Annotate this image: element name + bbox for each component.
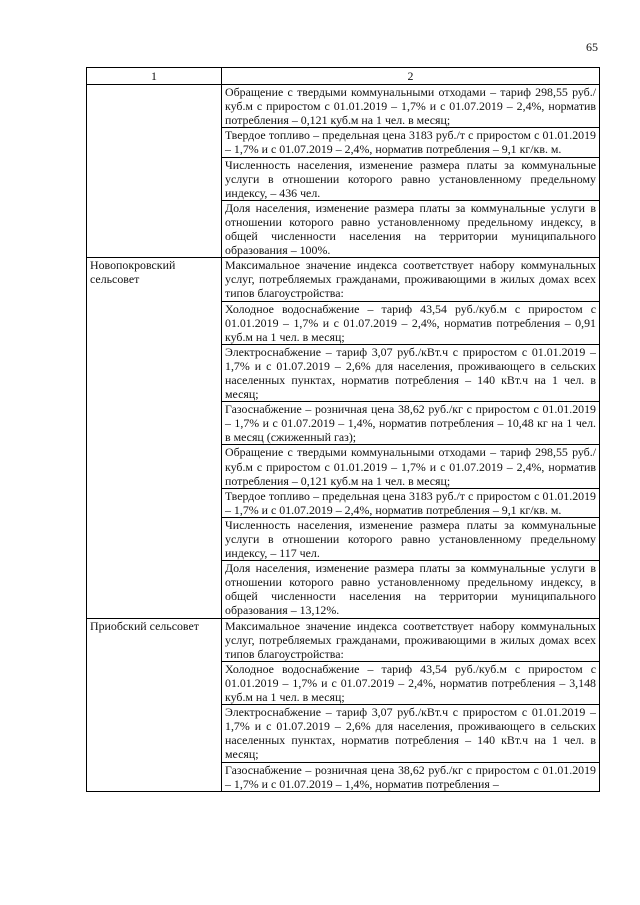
entry-cold-water: Холодное водоснабжение – тариф 43,54 руб./куб.м с приростом с 01.01.2019 – 1,7% и с 01.07.2019 – 2,4%, норматив потребления – 3,148 куб.м на 1 чел. в месяц; bbox=[222, 661, 599, 704]
details-cell bbox=[222, 85, 600, 258]
column-header-2: 2 bbox=[222, 68, 600, 85]
entry-solid-waste: Обращение с твердыми коммунальными отходами – тариф 298,55 руб./куб.м с приростом с 01.01.2019 – 1,7% и с 01.07.2019 – 2,4%, норматив потребления – 0,121 куб.м на 1 чел. в месяц; bbox=[225, 85, 596, 128]
entry-gas: Газоснабжение – розничная цена 38,62 руб./кг с приростом с 01.01.2019 – 1,7% и с 01.07.2019 – 1,4%, норматив потребления – bbox=[222, 762, 599, 791]
region-cell: Приобский сельсовет bbox=[87, 618, 222, 791]
entry-max-index: Максимальное значение индекса соответствует набору коммунальных услуг, потребляемых гражданами, проживающими в жилых домах всех типов благоустройства: bbox=[225, 258, 596, 301]
tariff-table bbox=[86, 67, 600, 792]
entry-electricity: Электроснабжение – тариф 3,07 руб./кВт.ч с приростом с 01.01.2019 – 1,7% и с 01.07.2019 – 2,6% для населения, проживающего в сельских населенных пунктах, норматив потребления – 140 кВт.ч на 1 чел. в месяц; bbox=[222, 704, 599, 761]
region-cell: Новопокровский сельсовет bbox=[87, 258, 222, 618]
entry-max-index: Максимальное значение индекса соответствует набору коммунальных услуг, потребляемых гражданами, проживающими в жилых домах всех типов благоустройства: bbox=[225, 618, 596, 661]
column-header-1: 1 bbox=[87, 68, 222, 85]
details-cell bbox=[222, 618, 600, 791]
entry-population-share: Доля населения, изменение размера платы за коммунальные услуги в отношении которого равно установленному предельному индексу, в общей численности населения на территории муниципального образования – 13,12%. bbox=[222, 560, 599, 617]
page-number: 65 bbox=[586, 40, 598, 54]
entry-population-count: Численность населения, изменение размера платы за коммунальные услуги в отношении которого равно установленному предельному индексу, – 117 чел. bbox=[222, 517, 599, 560]
entry-solid-fuel: Твердое топливо – предельная цена 3183 руб./т с приростом с 01.01.2019 – 1,7% и с 01.07.2019 – 2,4%, норматив потребления – 9,1 кг/кв. м. bbox=[222, 127, 599, 156]
table-row bbox=[87, 85, 600, 258]
entry-gas: Газоснабжение – розничная цена 38,62 руб./кг с приростом с 01.01.2019 – 1,7% и с 01.07.2019 – 1,4%, норматив потребления – 10,48 кг на 1 чел. в месяц (сжиженный газ); bbox=[222, 401, 599, 444]
entry-population-share: Доля населения, изменение размера платы за коммунальные услуги в отношении которого равно установленному предельному индексу, в общей численности населения на территории муниципального образования – 100%. bbox=[222, 200, 599, 257]
details-cell bbox=[222, 258, 600, 618]
entry-solid-fuel: Твердое топливо – предельная цена 3183 руб./т с приростом с 01.01.2019 – 1,7% и с 01.07.2019 – 2,4%, норматив потребления – 9,1 кг/кв. м. bbox=[222, 488, 599, 517]
table-row bbox=[87, 258, 600, 618]
entry-solid-waste: Обращение с твердыми коммунальными отходами – тариф 298,55 руб./куб.м с приростом с 01.01.2019 – 1,7% и с 01.07.2019 – 2,4%, норматив потребления – 0,121 куб.м на 1 чел. в месяц; bbox=[222, 444, 599, 487]
table-header-row bbox=[87, 68, 600, 85]
entry-electricity: Электроснабжение – тариф 3,07 руб./кВт.ч с приростом с 01.01.2019 – 1,7% и с 01.07.2019 – 2,6% для населения, проживающего в сельских населенных пунктах, норматив потребления – 140 кВт.ч на 1 чел. в месяц; bbox=[222, 344, 599, 401]
entry-population-count: Численность населения, изменение размера платы за коммунальные услуги в отношении которого равно установленному предельному индексу, – 436 чел. bbox=[222, 157, 599, 200]
table-row bbox=[87, 618, 600, 791]
region-cell bbox=[87, 85, 222, 258]
entry-cold-water: Холодное водоснабжение – тариф 43,54 руб./куб.м с приростом с 01.01.2019 – 1,7% и с 01.07.2019 – 2,4%, норматив потребления – 0,91 куб.м на 1 чел. в месяц; bbox=[222, 301, 599, 344]
